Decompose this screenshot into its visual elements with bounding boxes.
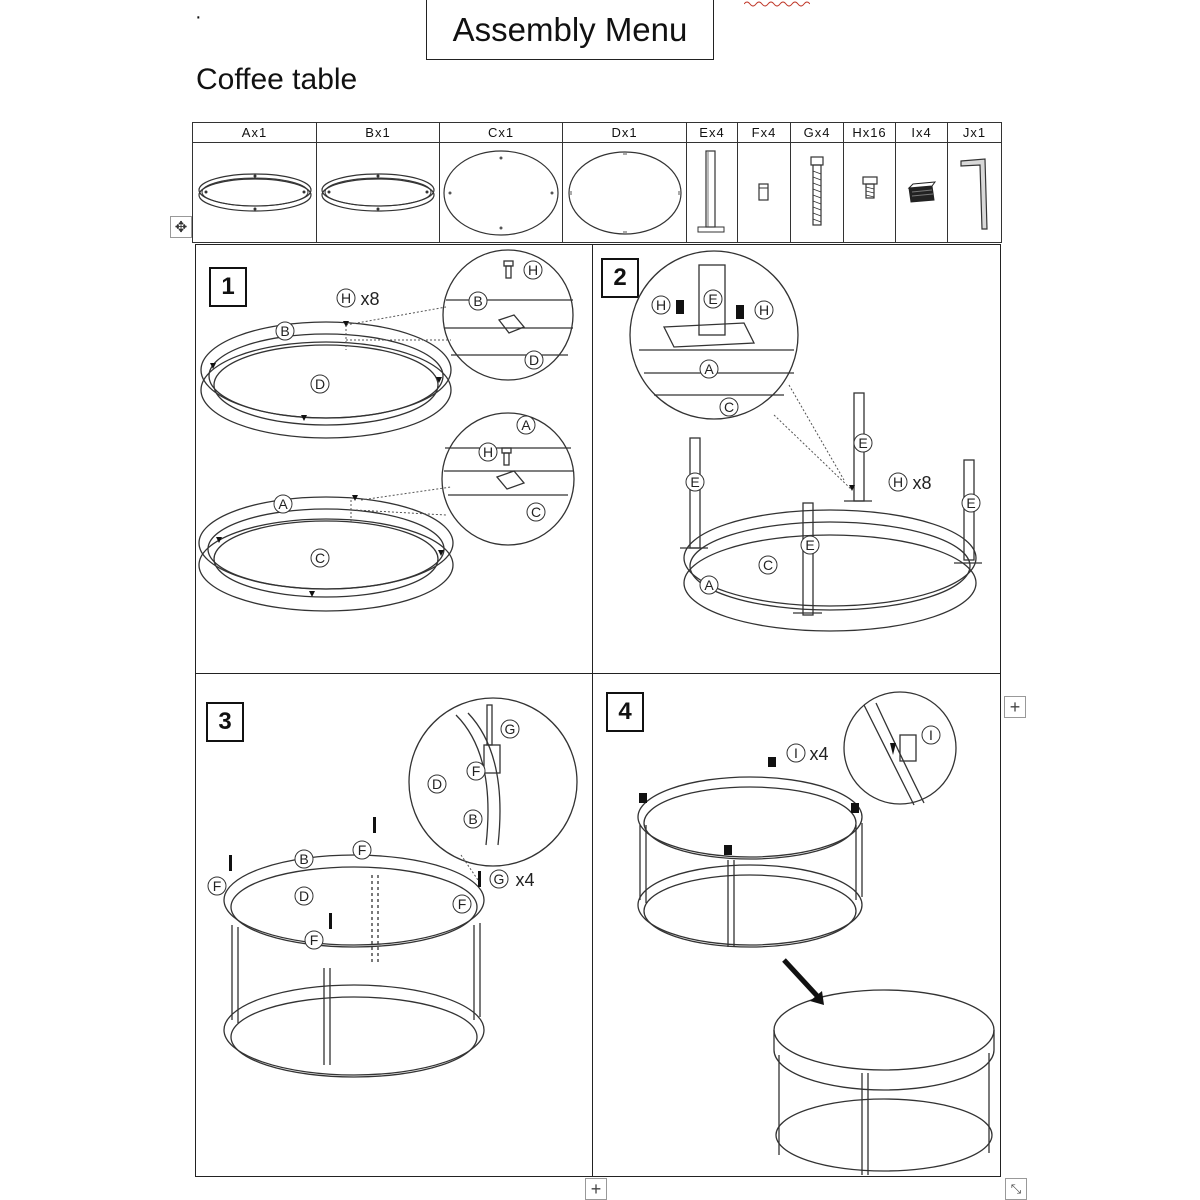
step2-e1-label: E [858,435,868,451]
step-4-illustration [594,675,1000,1175]
step4-i-label: I [794,745,798,761]
grid-vertical-divider [592,244,593,1177]
step2-zoom-e-label: E [708,291,718,307]
foot-pad-icon [904,178,940,208]
step3-g-label: G [493,871,505,887]
round-panel-c-icon [442,148,560,238]
step3-f3-label: F [309,932,319,948]
part-label-h: Hx16 [844,123,896,143]
part-cell-e [687,143,738,243]
step2-qty-label: x8 [912,473,932,493]
step-2-number: 2 [601,258,639,298]
step-4-number: 4 [606,692,644,732]
step2-e2-label: E [690,474,700,490]
step1-h-label: H [340,290,352,306]
part-label-g: Gx4 [791,123,844,143]
part-cell-a [193,143,317,243]
step-1-illustration [196,245,592,672]
step1-d-label: D [314,376,326,392]
add-column-handle-icon[interactable]: + [1004,696,1026,718]
part-label-i: Ix4 [896,123,948,143]
part-cell-b [317,143,440,243]
part-cell-c [440,143,563,243]
step2-zoom-h2-label: H [758,302,770,318]
part-cell-g [791,143,844,243]
table-move-handle-icon[interactable]: ✥ [170,216,192,238]
step1-qty-label: x8 [360,289,380,309]
step2-e3-label: E [966,495,976,511]
part-label-j: Jx1 [948,123,1002,143]
part-label-a: Ax1 [193,123,317,143]
step2-zoom-h1-label: H [655,297,667,313]
part-label-b: Bx1 [317,123,440,143]
part-label-f: Fx4 [738,123,791,143]
step-3-number: 3 [206,702,244,742]
step2-zoom-c-label: C [723,399,735,415]
step1-zoom-b-label: B [473,293,483,309]
document-title-box [426,0,714,60]
add-row-handle-icon[interactable]: + [585,1178,607,1200]
step3-d-label: D [298,888,310,904]
step3-f1-label: F [357,842,367,858]
part-cell-j [948,143,1002,243]
ring-frame-a-icon [196,168,314,218]
step2-h-label: H [892,474,904,490]
step3-qty-label: x4 [515,870,535,890]
step3-zoom-b-label: B [468,811,478,827]
step1-b-label: B [280,323,290,339]
part-cell-h [844,143,896,243]
part-label-d: Dx1 [563,123,687,143]
step3-f4-label: F [457,896,467,912]
allen-key-icon [955,153,995,233]
long-bolt-icon [802,155,832,231]
part-cell-i [896,143,948,243]
step3-f2-label: F [212,878,222,894]
step1-zoom-c-label: C [530,504,542,520]
step1-zoom-a-label: A [521,417,531,433]
table-resize-handle-icon[interactable]: ⤡ [1005,1178,1027,1200]
list-bullet: · [195,6,202,28]
step1-zoom-d-label: D [528,352,540,368]
step4-qty-label: x4 [809,744,829,764]
step-1-number: 1 [209,267,247,307]
parts-list-table [192,122,1002,243]
spellcheck-underline [744,0,810,8]
step-3-illustration [196,675,592,1175]
step2-c-label: C [762,557,774,573]
part-cell-f [738,143,791,243]
step2-a-label: A [704,577,714,593]
step1-a-label: A [278,496,288,512]
leg-icon [692,147,732,239]
step3-zoom-g-label: G [504,721,516,737]
part-label-e: Ex4 [687,123,738,143]
step2-e4-label: E [805,537,815,553]
step2-zoom-a-label: A [704,361,714,377]
step4-zoom-i-label: I [929,727,933,743]
step1-zoom-h2-label: H [482,444,494,460]
step3-zoom-f-label: F [471,763,481,779]
step-2-illustration [594,245,1000,672]
connector-icon [749,178,779,208]
round-panel-d-icon [566,148,684,238]
part-cell-d [563,143,687,243]
step3-zoom-d-label: D [431,776,443,792]
step3-b-label: B [299,851,309,867]
step1-c-label: C [314,550,326,566]
short-screw-icon [855,173,885,213]
part-label-c: Cx1 [440,123,563,143]
ring-frame-b-icon [319,168,437,218]
grid-horizontal-divider [195,673,1001,674]
step1-zoom-h-label: H [527,262,539,278]
product-name: Coffee table [196,63,358,96]
document-title: Assembly Menu [452,10,688,48]
